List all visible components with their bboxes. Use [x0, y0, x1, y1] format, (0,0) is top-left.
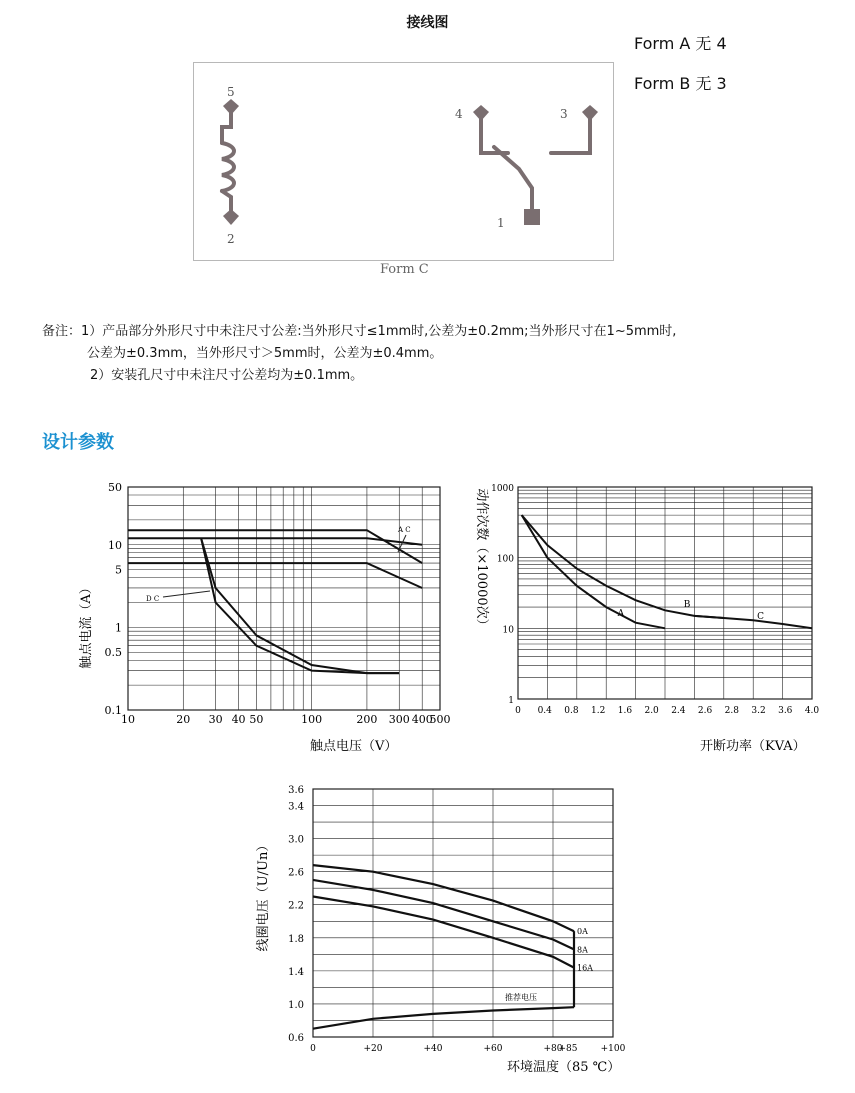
- chart1-annotation-ac: A C: [398, 526, 411, 534]
- chart3-x-tick: +100: [600, 1044, 626, 1054]
- chart2-y-tick: 10: [502, 625, 514, 636]
- chart3-x-tick: +40: [423, 1044, 443, 1054]
- chart1-y-tick: 50: [108, 481, 122, 494]
- chart1-annotation-dc-arrow: [163, 591, 210, 597]
- chart1-x-tick: 200: [356, 713, 378, 726]
- chart1-series-1: [128, 538, 422, 545]
- chart1-frame: [128, 487, 440, 710]
- chart2-series-label-B: B: [683, 600, 691, 611]
- chart3-x-tick: +60: [483, 1044, 503, 1054]
- chart1-xlabel: 触点电压（V）: [310, 739, 398, 754]
- chart2-y-tick: 1000: [491, 484, 514, 494]
- coil-voltage-temperature-chart: [250, 775, 630, 1085]
- chart1-x-tick: 100: [301, 713, 323, 726]
- chart2-curves: [522, 515, 812, 628]
- chart3-y-tick: 1.8: [288, 933, 304, 945]
- note-line-1: 备注：1）产品部分外形尺寸中未注尺寸公差:当外形尺寸≤1mm时,公差为±0.2mm;当外形尺寸在1~5mm时,: [42, 324, 677, 339]
- chart1-x-tick: 30: [208, 713, 223, 726]
- contact-load-chart: [60, 475, 450, 765]
- chart1-ylabel: 触点电流（A）: [79, 581, 94, 669]
- chart3-x-tick: +20: [363, 1044, 383, 1054]
- chart3-y-tick: 2.2: [288, 900, 304, 912]
- coil-lead-top: [222, 109, 231, 143]
- chart3-annotation-recommended: 推荐电压: [505, 993, 537, 1002]
- chart1-y-tick: 0.1: [104, 704, 122, 717]
- chart2-x-tick: 2.0: [644, 706, 659, 716]
- chart2-x-tick: 1.6: [617, 706, 633, 716]
- chart3-y-tick: 3.0: [288, 834, 304, 846]
- chart2-x-tick: 0.8: [564, 706, 579, 716]
- note-line-3: 2）安装孔尺寸中未注尺寸公差均为±0.1mm。: [90, 368, 364, 383]
- chart1-x-tick: 50: [249, 713, 264, 726]
- chart3-xlabel: 环境温度（85 ℃）: [507, 1060, 621, 1075]
- chart3-x-tick: +85: [558, 1044, 578, 1054]
- note-line-2: 公差为±0.3mm，当外形尺寸＞5mm时，公差为±0.4mm。: [87, 346, 443, 361]
- pin-1-pad: [524, 209, 540, 225]
- chart1-x-tick: 20: [176, 713, 191, 726]
- chart1-y-tick: 10: [108, 538, 122, 552]
- wiring-diagram-title: 接线图: [406, 15, 449, 31]
- chart2-y-tick: 1: [508, 696, 514, 706]
- chart1-x-tick: 400: [411, 713, 433, 726]
- form-b-note: Form B 无 3: [634, 74, 727, 93]
- wiring-diagram: [194, 63, 613, 260]
- chart1-y-tick: 0.5: [104, 646, 122, 660]
- wiring-diagram-box: [193, 62, 614, 261]
- chart3-x-tick: +80: [543, 1044, 563, 1054]
- chart3-y-tick: 0.6: [288, 1033, 304, 1044]
- pin-label-1: 1: [497, 216, 505, 230]
- moving-contact: [494, 147, 532, 213]
- chart2-ylabel: 动作次数（×10000次）: [474, 488, 489, 632]
- chart2-series-label-C: C: [757, 612, 764, 623]
- form-a-note: Form A 无 4: [634, 34, 727, 53]
- chart1-x-tick: 10: [121, 713, 135, 726]
- chart1-series-2: [128, 563, 422, 588]
- chart3-y-tick: 3.4: [288, 801, 304, 813]
- chart2-series-label-A: A: [617, 608, 625, 619]
- pin-3-pad: [582, 105, 598, 121]
- chart2-x-tick: 2.8: [724, 706, 739, 716]
- chart1-x-tick: 300: [388, 713, 410, 726]
- chart2-series-B: [522, 515, 724, 618]
- chart1-series-0: [128, 530, 422, 563]
- chart3-x-tick: 0: [310, 1044, 316, 1054]
- chart2-x-tick: 2.4: [671, 706, 686, 716]
- chart1-grid: [128, 487, 440, 710]
- pin-4-pad: [473, 105, 489, 121]
- coil-lead-bottom: [222, 191, 231, 213]
- chart2-grid: [518, 487, 812, 699]
- chart2-x-tick: 3.6: [778, 706, 793, 716]
- chart3-series-label: 0A: [577, 927, 588, 937]
- pin-5-pad: [223, 99, 239, 115]
- chart3-y-tick: 1.4: [288, 966, 304, 978]
- chart1-y-tick: 5: [115, 563, 122, 577]
- coil-winding: [222, 143, 234, 191]
- section-title: 设计参数: [42, 432, 114, 453]
- chart2-x-tick: 0: [515, 706, 521, 716]
- pin-label-3: 3: [560, 107, 568, 121]
- electrical-life-chart: [460, 475, 830, 765]
- chart3-ylabel: 线圈电压（U/Un）: [256, 838, 271, 952]
- chart1-y-tick: 1: [115, 621, 122, 635]
- chart2-x-tick: 4.0: [804, 706, 820, 716]
- chart3-y-tick: 3.6: [288, 785, 304, 796]
- no-contact-lead: [551, 115, 590, 153]
- chart1-annotation-dc: D C: [146, 595, 160, 603]
- chart1-x-tick: 500: [429, 713, 450, 726]
- chart3-y-tick: 2.6: [288, 867, 304, 879]
- pin-label-5: 5: [227, 85, 235, 99]
- chart2-x-tick: 1.2: [591, 706, 606, 716]
- chart1-curves: [128, 530, 422, 673]
- chart2-x-tick: 2.6: [697, 706, 713, 716]
- chart2-x-tick: 0.4: [537, 706, 552, 716]
- chart2-x-tick: 3.2: [751, 706, 766, 716]
- pin-label-2: 2: [227, 232, 235, 246]
- chart3-series-label: 16A: [577, 963, 593, 973]
- pin-2-pad: [223, 209, 239, 225]
- chart2-xlabel: 开断功率（KVA）: [700, 739, 806, 754]
- pin-label-4: 4: [455, 107, 463, 121]
- chart1-tick-labels: [105, 481, 451, 726]
- chart3-tick-labels: [288, 785, 626, 1054]
- chart3-series-3: [313, 1007, 574, 1028]
- chart2-tick-labels: [491, 484, 819, 716]
- chart3-y-tick: 1.0: [288, 999, 304, 1011]
- chart3-series-label: 8A: [577, 945, 588, 955]
- diagram-caption: Form C: [380, 262, 429, 277]
- chart1-x-tick: 40: [231, 713, 246, 726]
- chart1-series-4: [201, 538, 399, 673]
- chart2-series-A: [522, 515, 665, 628]
- chart2-y-tick: 100: [496, 554, 514, 565]
